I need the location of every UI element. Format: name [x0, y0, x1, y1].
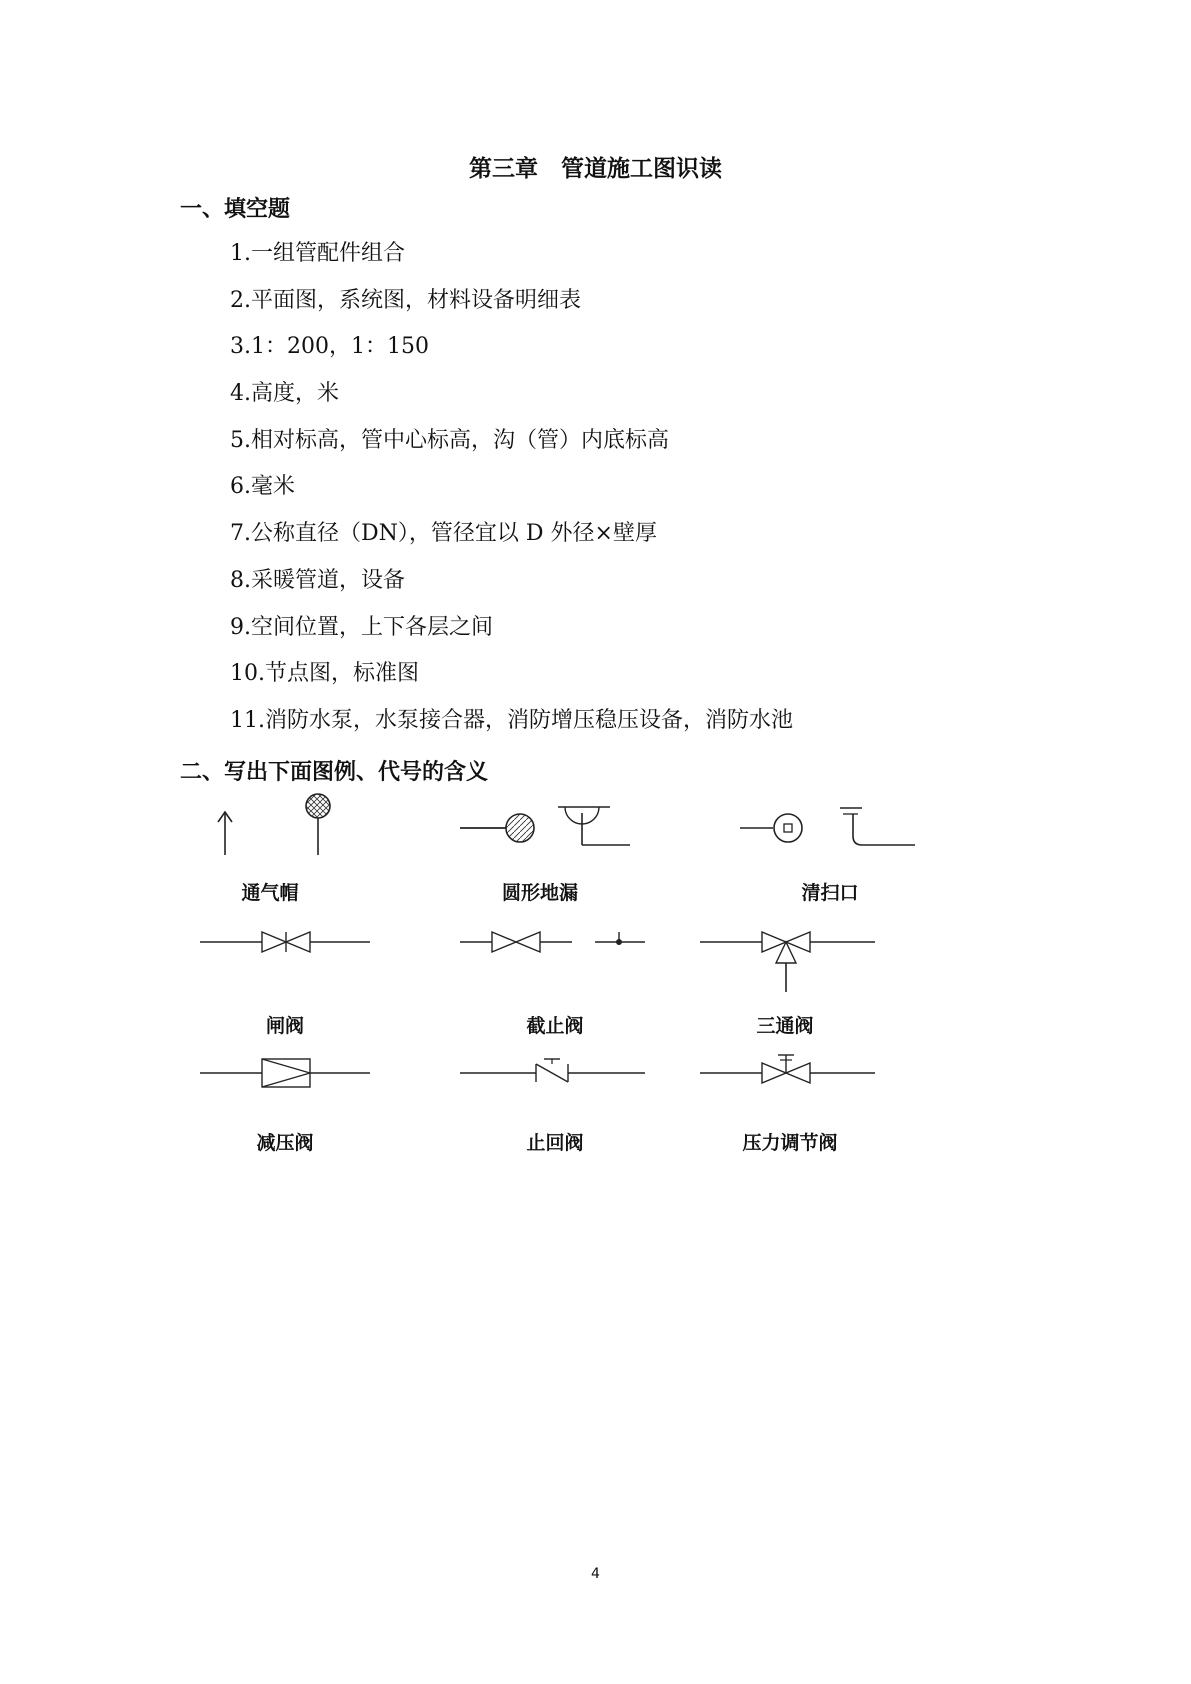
- legend-label: 止回阀: [526, 1132, 584, 1154]
- legend-cell-check-valve: [460, 1050, 720, 1180]
- answer-item: 3.1：200，1：150: [230, 334, 429, 360]
- legend-cell-pressure-reducing-valve: [200, 1050, 460, 1180]
- answer-item: 7.公称直径（DN），管径宜以 D 外径×壁厚: [230, 521, 657, 547]
- legend-cell-round-floor-drain: [460, 790, 720, 910]
- legend-label: 减压阀: [256, 1132, 314, 1154]
- section-heading-fill-blank: 一、填空题: [180, 197, 291, 222]
- vent-cap-symbol-icon: [200, 790, 460, 870]
- legend-cell-gate-valve: [200, 915, 460, 1045]
- globe-valve-symbol-icon: [460, 915, 720, 995]
- answer-item: 11.消防水泵，水泵接合器，消防增压稳压设备，消防水池: [230, 707, 793, 733]
- legend-label: 三通阀: [756, 1015, 814, 1037]
- pressure-reducing-valve-symbol-icon: [200, 1050, 460, 1110]
- answer-item: 10.节点图，标准图: [230, 661, 419, 687]
- answer-item: 1.一组管配件组合: [230, 241, 405, 266]
- legend-label: 截止阀: [526, 1015, 584, 1037]
- answer-item: 2.平面图，系统图，材料设备明细表: [230, 287, 581, 313]
- three-way-valve-symbol-icon: [700, 915, 960, 995]
- legend-cell-pressure-regulating-valve: [700, 1050, 960, 1180]
- answer-item: 8.采暖管道，设备: [230, 567, 405, 593]
- answer-item: 4.高度，米: [230, 381, 339, 407]
- check-valve-symbol-icon: [460, 1050, 720, 1110]
- answer-item: 6.毫米: [230, 474, 295, 500]
- page-number: 4: [591, 1566, 600, 1582]
- legend-cell-three-way-valve: [700, 915, 960, 1045]
- cleanout-symbol-icon: [740, 790, 1000, 870]
- legend-label: 压力调节阀: [742, 1132, 838, 1154]
- legend-label: 圆形地漏: [501, 882, 578, 904]
- legend-cell-cleanout: [740, 790, 1000, 910]
- legend-label: 通气帽: [241, 882, 299, 904]
- answer-item: 5.相对标高，管中心标高，沟（管）内底标高: [230, 427, 669, 453]
- answer-item: 9.空间位置，上下各层之间: [230, 614, 493, 640]
- gate-valve-symbol-icon: [200, 915, 460, 995]
- legend-grid: [180, 790, 1000, 1200]
- section-heading-legend: 二、写出下面图例、代号的含义: [180, 760, 489, 785]
- round-floor-drain-symbol-icon: [460, 790, 720, 870]
- legend-label: 清扫口: [801, 882, 859, 904]
- pressure-regulating-valve-symbol-icon: [700, 1050, 960, 1110]
- page-title: 第三章 管道施工图识读: [469, 156, 722, 182]
- legend-label: 闸阀: [265, 1015, 304, 1037]
- answer-list: [230, 240, 793, 754]
